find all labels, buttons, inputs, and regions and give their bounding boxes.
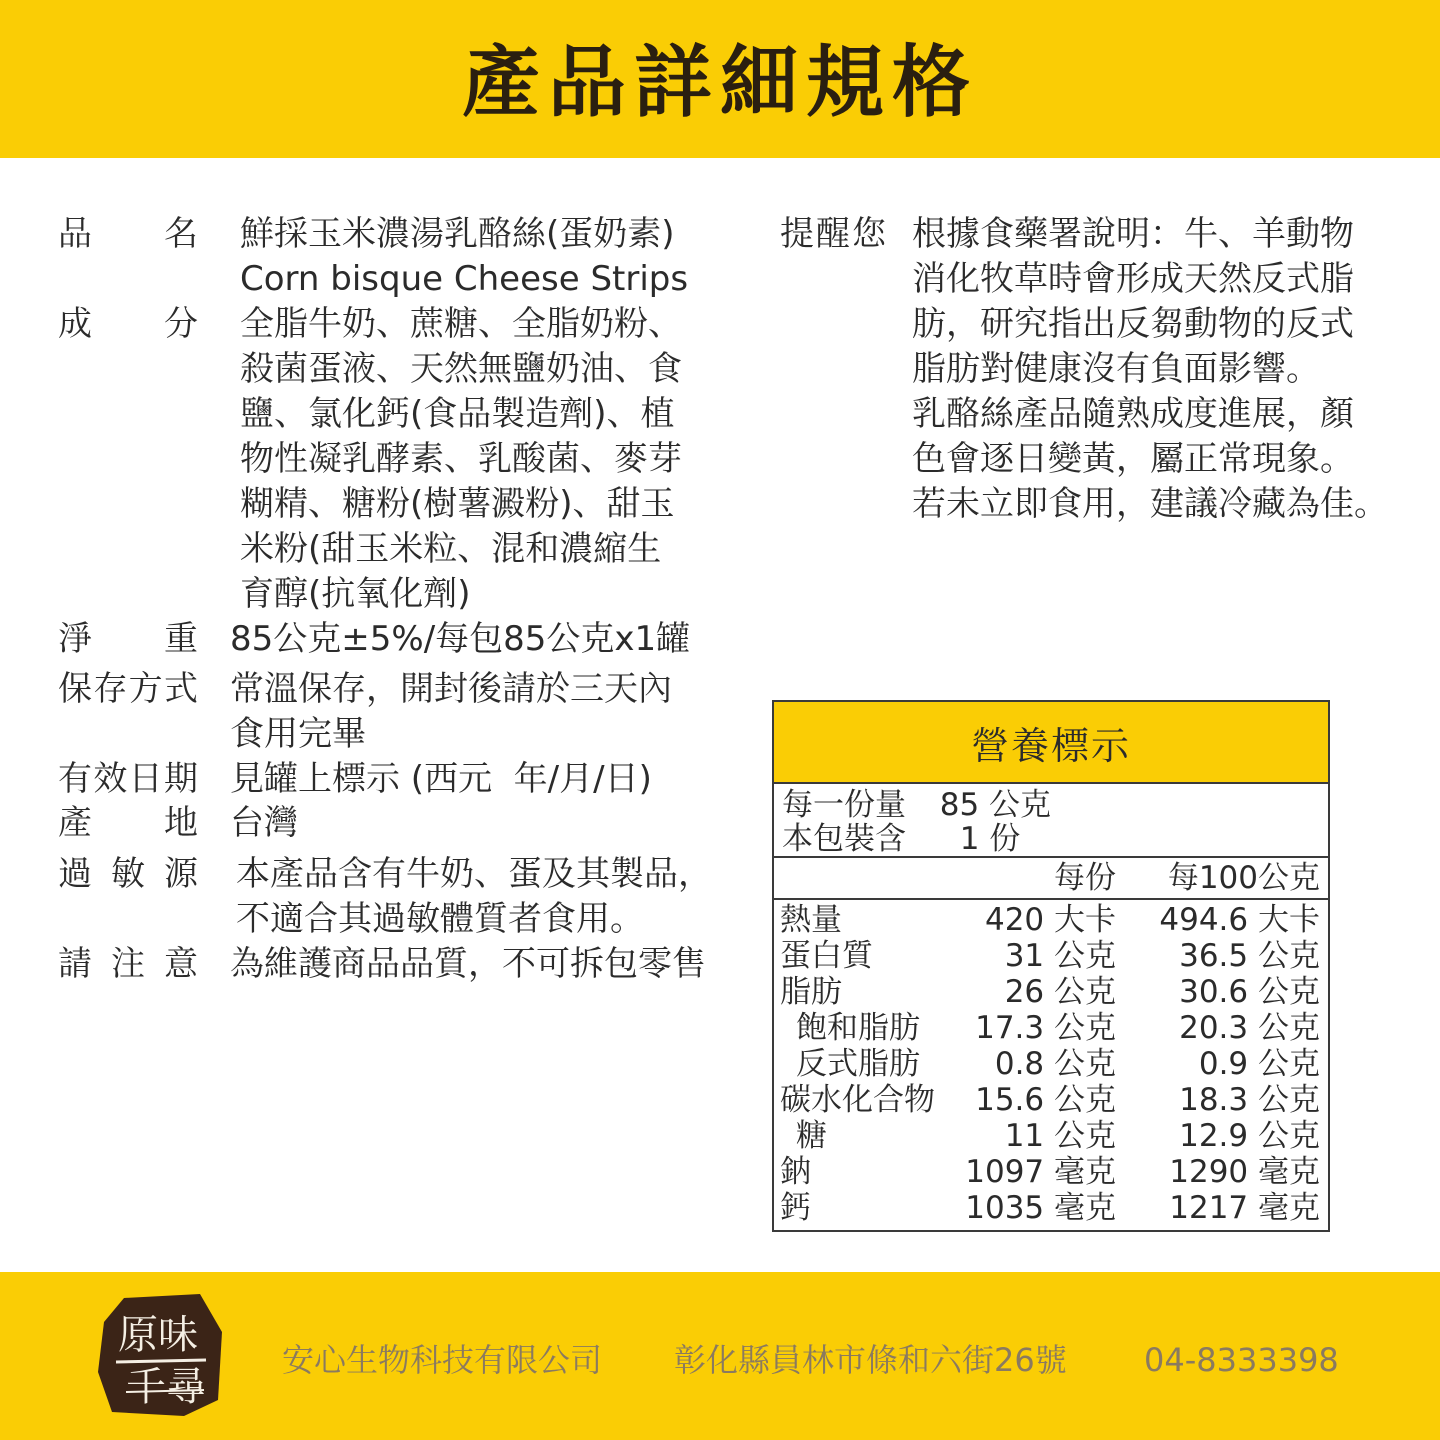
nutrition-row	[774, 1118, 1328, 1154]
spec-ingredients-label: 成 分	[58, 304, 198, 344]
expiry-date: 見罐上標示 (西元 年/月/日)	[230, 759, 652, 799]
nutrition-title: 營養標示	[774, 702, 1328, 784]
ingredients-line: 米粉(甜玉米粒、混和濃縮生	[240, 529, 662, 569]
ingredients-line: 育醇(抗氧化劑)	[240, 574, 471, 614]
ingredients-line: 糊精、糖粉(樹薯澱粉)、甜玉	[240, 484, 675, 524]
nutrient-name: 飽和脂肪	[796, 1010, 920, 1046]
ingredients-line: 殺菌蛋液、天然無鹽奶油、食	[240, 349, 682, 389]
product-name-en: Corn bisque Cheese Strips	[240, 259, 689, 299]
column-header-per-serving: 每份	[1054, 860, 1116, 896]
nutrient-per-serving: 11 公克	[1004, 1118, 1116, 1154]
column-header-per-100g: 每100公克	[1167, 860, 1320, 896]
logo-text-bottom: 千尋	[126, 1364, 206, 1410]
allergen-info: 本產品含有牛奶、蛋及其製品， 不適合其過敏體質者食用。	[236, 854, 712, 939]
nutrient-per-serving: 31 公克	[1004, 938, 1116, 974]
storage-instructions: 常溫保存，開封後請於三天內 食用完畢	[230, 669, 672, 754]
nutrition-row	[774, 938, 1328, 974]
serving-size-label: 每一份量	[782, 787, 906, 823]
product-name	[240, 212, 688, 302]
spec-notice-label: 請 注 意	[58, 944, 198, 984]
nutrition-row	[774, 1190, 1328, 1226]
nutrition-row	[774, 1010, 1328, 1046]
nutrient-per-100g: 1290 毫克	[1169, 1154, 1320, 1190]
nutrient-name: 反式脂肪	[796, 1046, 920, 1082]
nutrient-name: 鈣	[780, 1190, 811, 1226]
divider	[774, 856, 1328, 858]
ingredients-line: 全脂牛奶、蔗糖、全脂奶粉、	[240, 304, 682, 344]
logo-text-top: 原味	[118, 1312, 198, 1358]
nutrition-row	[774, 902, 1328, 938]
ingredients-list	[240, 302, 682, 617]
nutrient-per-serving: 17.3 公克	[975, 1010, 1116, 1046]
spec-expiry-label: 有 效 日 期	[58, 759, 198, 799]
nutrient-per-serving: 15.6 公克	[975, 1082, 1116, 1118]
ingredients-line: 鹽、氯化鈣(食品製造劑)、植	[240, 394, 675, 434]
spec-name-label: 品 名	[58, 214, 198, 254]
nutrient-per-100g: 20.3 公克	[1179, 1010, 1320, 1046]
nutrient-name: 鈉	[780, 1154, 811, 1190]
servings-row	[782, 822, 1020, 856]
nutrient-per-100g: 36.5 公克	[1179, 938, 1320, 974]
notice-text: 為維護商品品質，不可拆包零售	[230, 944, 706, 984]
ingredients-line: 物性凝乳酵素、乳酸菌、麥芽	[240, 439, 682, 479]
nutrient-name: 碳水化合物	[780, 1082, 935, 1118]
net-weight: 85公克±5%/每包85公克x1罐	[230, 619, 691, 659]
nutrient-per-serving: 420 大卡	[984, 902, 1116, 938]
page-title: 產品詳細規格	[461, 38, 978, 128]
nutrient-per-100g: 30.6 公克	[1179, 974, 1320, 1010]
company-phone: 04-8333398	[1144, 1341, 1339, 1379]
company-address: 彰化縣員林市條和六街26號	[674, 1341, 1067, 1379]
serving-size-row	[782, 788, 1051, 822]
nutrient-name: 脂肪	[780, 974, 842, 1010]
nutrition-row	[774, 1046, 1328, 1082]
nutrient-name: 糖	[796, 1118, 827, 1154]
divider	[774, 898, 1328, 900]
nutrition-row	[774, 974, 1328, 1010]
company-name: 安心生物科技有限公司	[282, 1341, 603, 1379]
spec-weight-label: 淨 重	[58, 619, 198, 659]
nutrient-name: 熱量	[780, 902, 842, 938]
spec-origin-label: 產 地	[58, 803, 198, 843]
spec-allergen-label: 過 敏 源	[58, 854, 198, 894]
product-name-zh: 鮮採玉米濃湯乳酪絲(蛋奶素)	[240, 214, 675, 254]
nutrition-table	[772, 700, 1330, 1232]
nutrient-per-serving: 1035 毫克	[965, 1190, 1116, 1226]
spec-storage-label: 保 存 方 式	[58, 669, 198, 709]
nutrient-per-100g: 18.3 公克	[1179, 1082, 1320, 1118]
reminder-label: 提醒您	[780, 214, 888, 254]
nutrient-per-serving: 1097 毫克	[965, 1154, 1116, 1190]
nutrient-name: 蛋白質	[780, 938, 873, 974]
nutrition-row	[774, 1154, 1328, 1190]
reminder-text: 根據食藥署說明：牛、羊動物 消化牧草時會形成天然反式脂 肪，研究指出反芻動物的反式 脂肪對健康沒有負面影響。 乳酪絲產品隨熟成度進展，顏 色會逐日變黃，屬正常現象。 若未立即食用，建議冷藏為佳。	[912, 214, 1388, 524]
nutrient-per-serving: 26 公克	[1004, 974, 1116, 1010]
servings-label: 本包裝含	[782, 821, 906, 857]
nutrient-per-100g: 1217 毫克	[1169, 1190, 1320, 1226]
nutrient-per-100g: 12.9 公克	[1179, 1118, 1320, 1154]
serving-size-value: 85 公克	[939, 787, 1052, 823]
origin: 台灣	[230, 803, 298, 843]
nutrient-per-100g: 0.9 公克	[1198, 1046, 1320, 1082]
nutrient-per-100g: 494.6 大卡	[1159, 902, 1320, 938]
brand-logo	[96, 1292, 226, 1418]
nutrition-row	[774, 1082, 1328, 1118]
nutrient-per-serving: 0.8 公克	[994, 1046, 1116, 1082]
servings-value: 1 份	[959, 821, 1021, 857]
